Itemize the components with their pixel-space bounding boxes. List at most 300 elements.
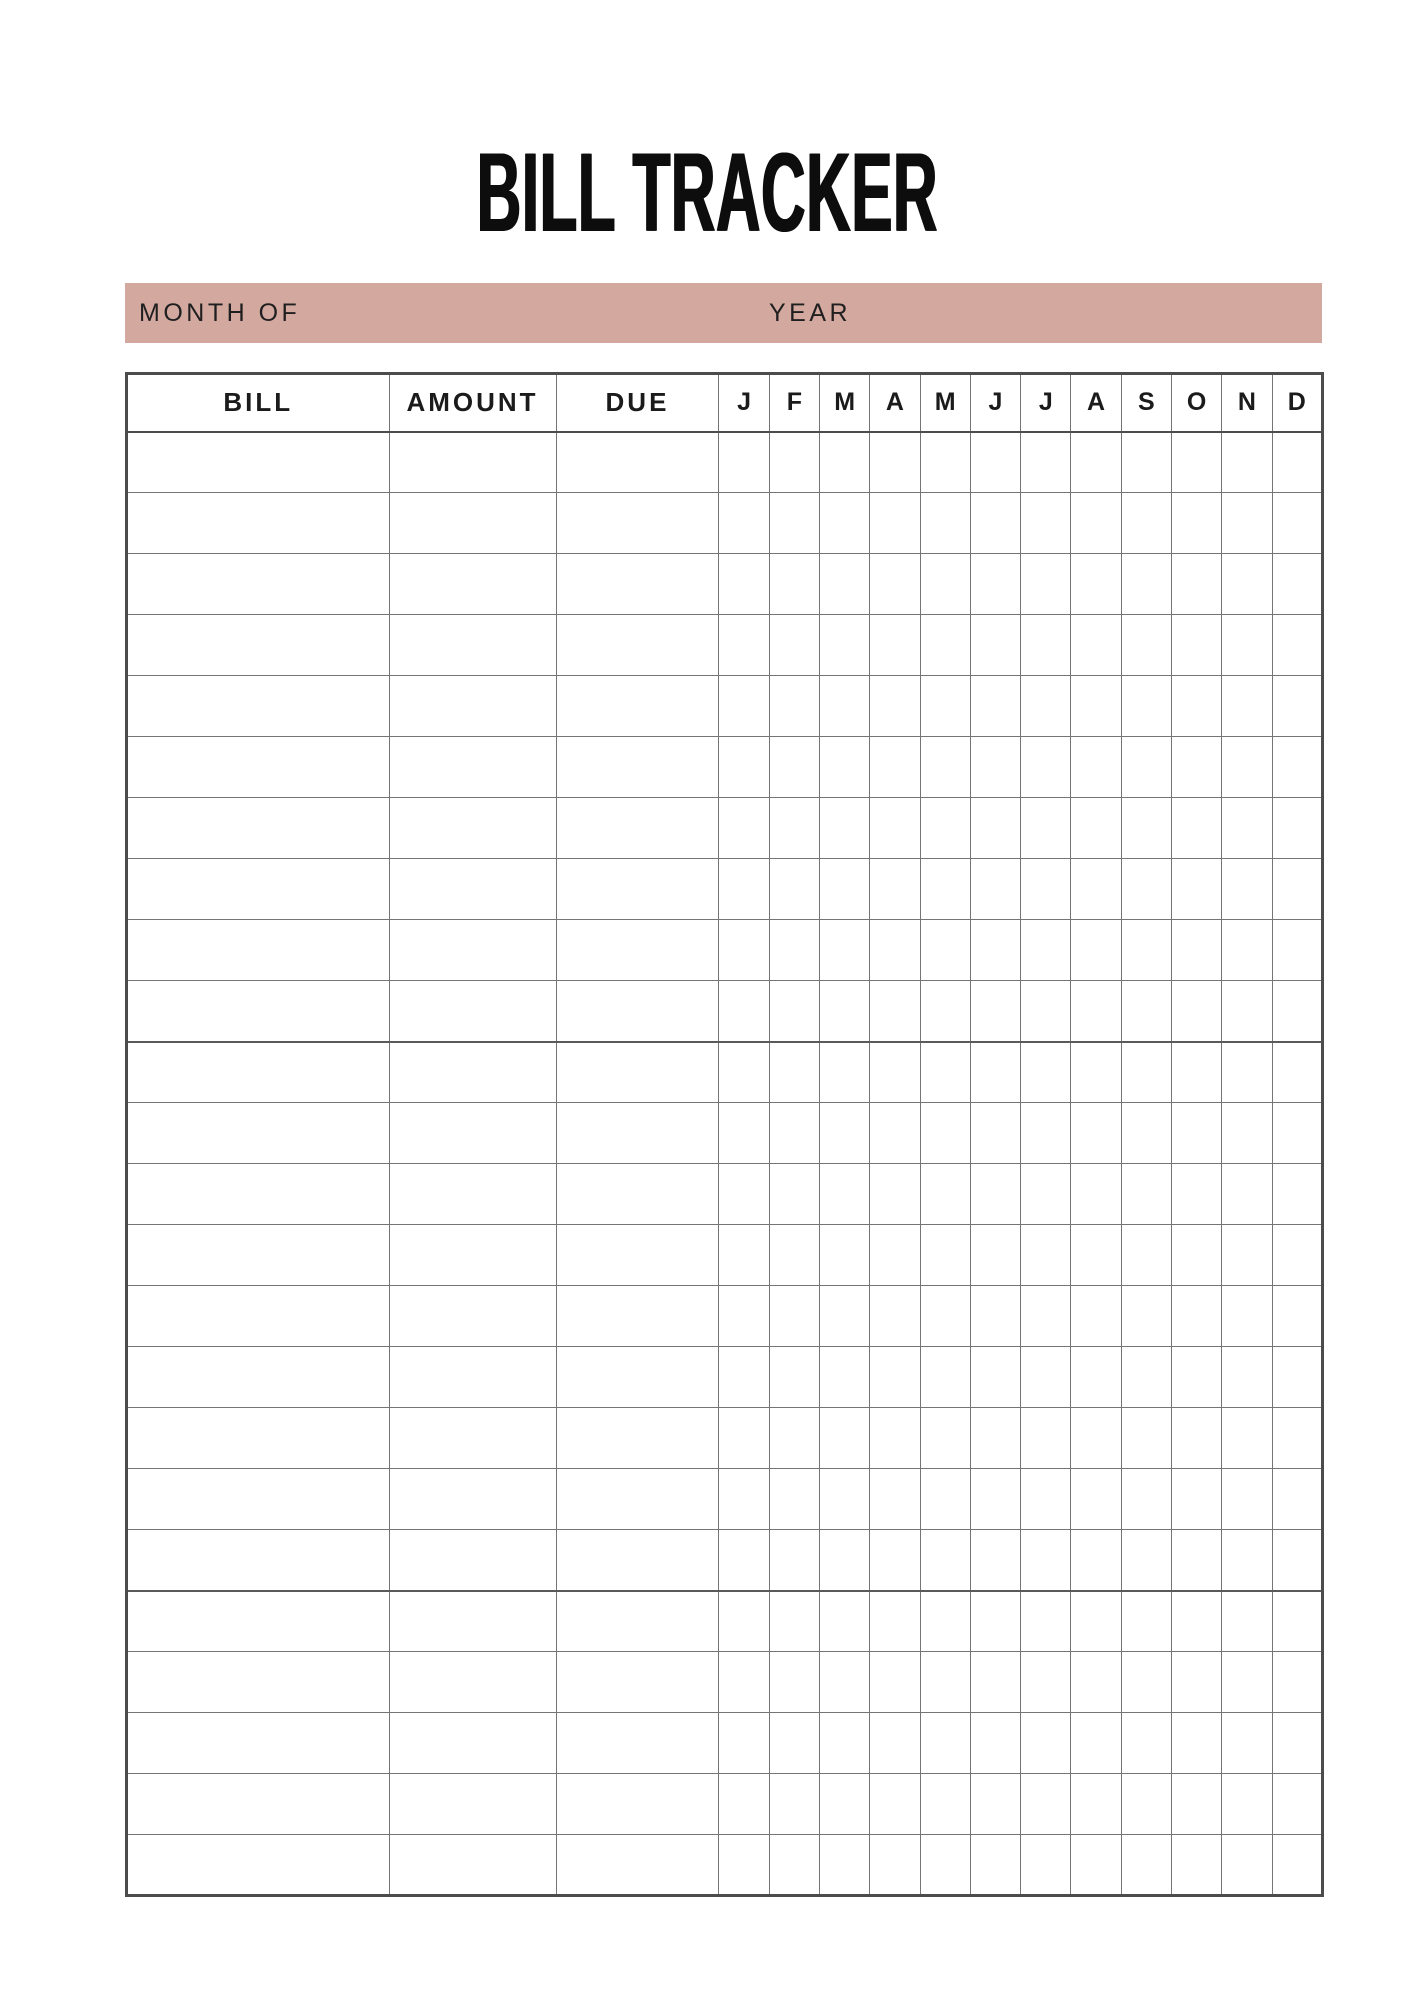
month-cell (1071, 615, 1121, 676)
bill-cell (127, 1225, 390, 1286)
month-cell (719, 1774, 769, 1835)
month-cell (769, 1591, 819, 1652)
month-cell (820, 859, 870, 920)
table-row (127, 1591, 1323, 1652)
month-cell (1021, 493, 1071, 554)
month-cell (1121, 1103, 1171, 1164)
table-row (127, 1103, 1323, 1164)
due-cell (556, 1408, 719, 1469)
month-cell (970, 1652, 1020, 1713)
amount-cell (389, 432, 556, 493)
month-cell (820, 1286, 870, 1347)
amount-cell (389, 1469, 556, 1530)
month-cell (719, 493, 769, 554)
bill-cell (127, 1103, 390, 1164)
month-cell (1071, 1347, 1121, 1408)
column-header-amount: AMOUNT (389, 374, 556, 432)
month-cell (719, 1286, 769, 1347)
bill-cell (127, 1835, 390, 1896)
month-cell (870, 1835, 920, 1896)
month-cell (870, 1164, 920, 1225)
bill-cell (127, 859, 390, 920)
month-cell (1071, 1042, 1121, 1103)
bill-cell (127, 1286, 390, 1347)
month-cell (920, 737, 970, 798)
month-cell (1121, 1042, 1171, 1103)
month-cell (1071, 554, 1121, 615)
column-header-month: M (920, 374, 970, 432)
month-cell (970, 615, 1020, 676)
bill-cell (127, 1530, 390, 1591)
bill-tracker-table (125, 372, 1324, 1897)
table-row (127, 1286, 1323, 1347)
month-cell (870, 1530, 920, 1591)
amount-cell (389, 1530, 556, 1591)
month-cell (820, 432, 870, 493)
month-cell (1071, 1286, 1121, 1347)
amount-cell (389, 615, 556, 676)
month-cell (719, 737, 769, 798)
table-row (127, 859, 1323, 920)
month-cell (1222, 859, 1272, 920)
month-cell (920, 920, 970, 981)
month-cell (1071, 920, 1121, 981)
month-cell (1021, 1530, 1071, 1591)
amount-cell (389, 493, 556, 554)
bill-cell (127, 1042, 390, 1103)
month-cell (1171, 920, 1221, 981)
month-cell (1121, 1835, 1171, 1896)
month-cell (1071, 1225, 1121, 1286)
month-cell (1272, 554, 1322, 615)
amount-cell (389, 859, 556, 920)
month-cell (1121, 1652, 1171, 1713)
month-cell (820, 493, 870, 554)
month-cell (1272, 920, 1322, 981)
month-cell (719, 1164, 769, 1225)
column-header-month: A (870, 374, 920, 432)
month-cell (719, 1835, 769, 1896)
amount-cell (389, 1103, 556, 1164)
month-cell (1121, 493, 1171, 554)
month-cell (870, 615, 920, 676)
month-cell (1071, 737, 1121, 798)
month-cell (870, 1286, 920, 1347)
month-cell (920, 1286, 970, 1347)
month-cell (1272, 1591, 1322, 1652)
table-row (127, 1347, 1323, 1408)
month-cell (870, 1042, 920, 1103)
month-cell (1171, 1774, 1221, 1835)
month-cell (1171, 798, 1221, 859)
month-cell (870, 1347, 920, 1408)
month-cell (970, 1591, 1020, 1652)
bill-cell (127, 676, 390, 737)
table-row (127, 1774, 1323, 1835)
month-cell (1222, 432, 1272, 493)
month-cell (719, 554, 769, 615)
month-cell (1171, 554, 1221, 615)
month-cell (1272, 1835, 1322, 1896)
month-cell (1071, 1408, 1121, 1469)
month-cell (719, 1652, 769, 1713)
month-cell (820, 1530, 870, 1591)
month-cell (769, 981, 819, 1042)
month-cell (1171, 432, 1221, 493)
month-cell (1171, 1164, 1221, 1225)
month-cell (920, 1042, 970, 1103)
month-cell (1121, 737, 1171, 798)
month-cell (1021, 615, 1071, 676)
month-cell (970, 432, 1020, 493)
table-row (127, 1652, 1323, 1713)
due-cell (556, 1713, 719, 1774)
month-cell (1021, 676, 1071, 737)
month-cell (1121, 920, 1171, 981)
table-row (127, 920, 1323, 981)
month-cell (1272, 1774, 1322, 1835)
month-cell (970, 1713, 1020, 1774)
month-cell (1071, 859, 1121, 920)
month-cell (920, 798, 970, 859)
month-cell (920, 1530, 970, 1591)
month-cell (870, 432, 920, 493)
amount-cell (389, 1164, 556, 1225)
month-cell (920, 676, 970, 737)
page-title-text: BILL TRACKER (476, 130, 938, 255)
month-cell (719, 1408, 769, 1469)
month-cell (970, 554, 1020, 615)
table-row (127, 737, 1323, 798)
month-cell (769, 737, 819, 798)
month-cell (870, 1591, 920, 1652)
month-cell (1021, 1408, 1071, 1469)
month-cell (1121, 615, 1171, 676)
month-cell (1021, 737, 1071, 798)
month-cell (719, 1347, 769, 1408)
month-cell (719, 1042, 769, 1103)
amount-cell (389, 1713, 556, 1774)
due-cell (556, 981, 719, 1042)
bill-cell (127, 493, 390, 554)
month-year-banner (125, 283, 1322, 343)
month-cell (769, 1286, 819, 1347)
month-cell (1121, 1469, 1171, 1530)
amount-cell (389, 1225, 556, 1286)
bill-cell (127, 615, 390, 676)
column-header-month: F (769, 374, 819, 432)
month-cell (870, 1469, 920, 1530)
month-cell (870, 981, 920, 1042)
month-cell (769, 554, 819, 615)
month-cell (1121, 1530, 1171, 1591)
table-row (127, 554, 1323, 615)
month-cell (1272, 1164, 1322, 1225)
month-cell (1272, 1530, 1322, 1591)
month-cell (970, 493, 1020, 554)
month-cell (769, 615, 819, 676)
month-cell (1071, 493, 1121, 554)
due-cell (556, 1652, 719, 1713)
month-cell (1222, 1652, 1272, 1713)
month-cell (1272, 1652, 1322, 1713)
month-cell (1071, 1713, 1121, 1774)
month-cell (1121, 676, 1171, 737)
month-cell (920, 1469, 970, 1530)
month-cell (1171, 1103, 1221, 1164)
amount-cell (389, 554, 556, 615)
month-cell (1272, 615, 1322, 676)
table-row (127, 1713, 1323, 1774)
bill-cell (127, 920, 390, 981)
table-row (127, 1469, 1323, 1530)
header-row (127, 374, 1323, 432)
month-cell (719, 981, 769, 1042)
column-header-month: O (1171, 374, 1221, 432)
month-cell (769, 1469, 819, 1530)
table-row (127, 1530, 1323, 1591)
month-cell (870, 554, 920, 615)
table-row (127, 493, 1323, 554)
month-cell (1071, 798, 1121, 859)
month-cell (1222, 920, 1272, 981)
month-cell (1171, 981, 1221, 1042)
month-cell (1272, 737, 1322, 798)
month-cell (970, 798, 1020, 859)
month-cell (1272, 432, 1322, 493)
bill-cell (127, 554, 390, 615)
amount-cell (389, 1652, 556, 1713)
month-cell (870, 798, 920, 859)
month-cell (1021, 1347, 1071, 1408)
bill-cell (127, 1469, 390, 1530)
month-cell (719, 432, 769, 493)
month-cell (1121, 981, 1171, 1042)
column-header-month: J (1021, 374, 1071, 432)
month-cell (1222, 1286, 1272, 1347)
column-header-month: S (1121, 374, 1171, 432)
month-cell (1121, 1225, 1171, 1286)
month-cell (820, 1225, 870, 1286)
month-cell (1121, 432, 1171, 493)
month-cell (719, 1591, 769, 1652)
month-cell (1222, 676, 1272, 737)
month-cell (970, 1774, 1020, 1835)
month-cell (1272, 1347, 1322, 1408)
month-cell (1222, 615, 1272, 676)
month-cell (970, 1469, 1020, 1530)
month-cell (1272, 1103, 1322, 1164)
month-cell (769, 1164, 819, 1225)
table-row (127, 1164, 1323, 1225)
due-cell (556, 432, 719, 493)
month-cell (920, 859, 970, 920)
month-cell (1021, 1042, 1071, 1103)
bill-cell (127, 737, 390, 798)
amount-cell (389, 981, 556, 1042)
month-cell (1222, 1530, 1272, 1591)
bill-cell (127, 1591, 390, 1652)
table-row (127, 432, 1323, 493)
month-cell (820, 737, 870, 798)
month-cell (769, 1103, 819, 1164)
month-cell (1021, 1774, 1071, 1835)
amount-cell (389, 1408, 556, 1469)
month-cell (1222, 798, 1272, 859)
month-cell (1171, 859, 1221, 920)
month-cell (719, 615, 769, 676)
month-cell (719, 1225, 769, 1286)
month-cell (1071, 432, 1121, 493)
month-cell (1222, 1835, 1272, 1896)
due-cell (556, 798, 719, 859)
month-cell (820, 1591, 870, 1652)
month-cell (1272, 981, 1322, 1042)
month-cell (1222, 554, 1272, 615)
due-cell (556, 615, 719, 676)
month-cell (970, 1164, 1020, 1225)
month-cell (920, 1713, 970, 1774)
month-cell (769, 1774, 819, 1835)
column-header-month: D (1272, 374, 1322, 432)
month-cell (920, 1103, 970, 1164)
month-cell (1272, 1469, 1322, 1530)
month-cell (1222, 1225, 1272, 1286)
amount-cell (389, 737, 556, 798)
month-cell (870, 1652, 920, 1713)
month-cell (920, 493, 970, 554)
month-cell (870, 1225, 920, 1286)
month-cell (820, 676, 870, 737)
month-cell (820, 798, 870, 859)
month-cell (1121, 1347, 1171, 1408)
month-cell (820, 554, 870, 615)
month-cell (1071, 1164, 1121, 1225)
month-cell (1171, 1042, 1221, 1103)
amount-cell (389, 1042, 556, 1103)
month-cell (1121, 798, 1171, 859)
bill-cell (127, 798, 390, 859)
month-cell (1021, 1103, 1071, 1164)
month-cell (1071, 676, 1121, 737)
month-cell (970, 1103, 1020, 1164)
month-cell (920, 1408, 970, 1469)
bill-cell (127, 1164, 390, 1225)
month-cell (1121, 1774, 1171, 1835)
month-cell (769, 432, 819, 493)
due-cell (556, 676, 719, 737)
month-cell (1021, 920, 1071, 981)
month-cell (769, 493, 819, 554)
due-cell (556, 859, 719, 920)
month-cell (1021, 1164, 1071, 1225)
month-cell (769, 676, 819, 737)
bill-cell (127, 1408, 390, 1469)
due-cell (556, 1347, 719, 1408)
month-cell (820, 920, 870, 981)
month-cell (1121, 1408, 1171, 1469)
month-cell (1021, 1469, 1071, 1530)
due-cell (556, 920, 719, 981)
table-row (127, 1835, 1323, 1896)
month-cell (719, 1469, 769, 1530)
month-cell (820, 1835, 870, 1896)
month-cell (1272, 859, 1322, 920)
month-cell (970, 676, 1020, 737)
column-header-month: J (970, 374, 1020, 432)
month-cell (1071, 1774, 1121, 1835)
month-cell (769, 1408, 819, 1469)
month-cell (1121, 554, 1171, 615)
month-cell (870, 1408, 920, 1469)
month-cell (870, 920, 920, 981)
month-cell (1021, 1591, 1071, 1652)
month-cell (820, 1408, 870, 1469)
amount-cell (389, 676, 556, 737)
month-of-label: MONTH OF (139, 298, 301, 327)
month-cell (970, 1408, 1020, 1469)
month-cell (1272, 1408, 1322, 1469)
month-cell (719, 676, 769, 737)
page-title (0, 126, 1414, 260)
month-cell (769, 1347, 819, 1408)
table-row (127, 615, 1323, 676)
month-cell (1071, 1469, 1121, 1530)
table-row (127, 798, 1323, 859)
month-cell (719, 920, 769, 981)
month-cell (1222, 1591, 1272, 1652)
month-cell (920, 1652, 970, 1713)
month-cell (870, 1774, 920, 1835)
month-cell (920, 1347, 970, 1408)
month-cell (719, 1713, 769, 1774)
month-cell (1071, 1530, 1121, 1591)
month-cell (1171, 1591, 1221, 1652)
month-cell (1222, 1103, 1272, 1164)
table-row (127, 676, 1323, 737)
month-cell (820, 1347, 870, 1408)
month-cell (820, 615, 870, 676)
due-cell (556, 493, 719, 554)
month-cell (1021, 981, 1071, 1042)
amount-cell (389, 1774, 556, 1835)
month-cell (820, 1103, 870, 1164)
month-cell (1222, 1164, 1272, 1225)
month-cell (1222, 737, 1272, 798)
month-cell (1021, 1225, 1071, 1286)
month-cell (970, 737, 1020, 798)
month-cell (769, 798, 819, 859)
month-cell (970, 1225, 1020, 1286)
month-cell (1222, 1347, 1272, 1408)
bill-cell (127, 1347, 390, 1408)
month-cell (820, 1042, 870, 1103)
month-cell (1171, 615, 1221, 676)
month-cell (769, 859, 819, 920)
column-header-month: A (1071, 374, 1121, 432)
amount-cell (389, 920, 556, 981)
month-cell (920, 615, 970, 676)
month-cell (1171, 1225, 1221, 1286)
month-cell (1071, 1103, 1121, 1164)
month-cell (820, 1164, 870, 1225)
month-cell (1121, 1713, 1171, 1774)
month-cell (920, 554, 970, 615)
due-cell (556, 1835, 719, 1896)
month-cell (920, 1835, 970, 1896)
bill-cell (127, 1774, 390, 1835)
month-cell (970, 1347, 1020, 1408)
